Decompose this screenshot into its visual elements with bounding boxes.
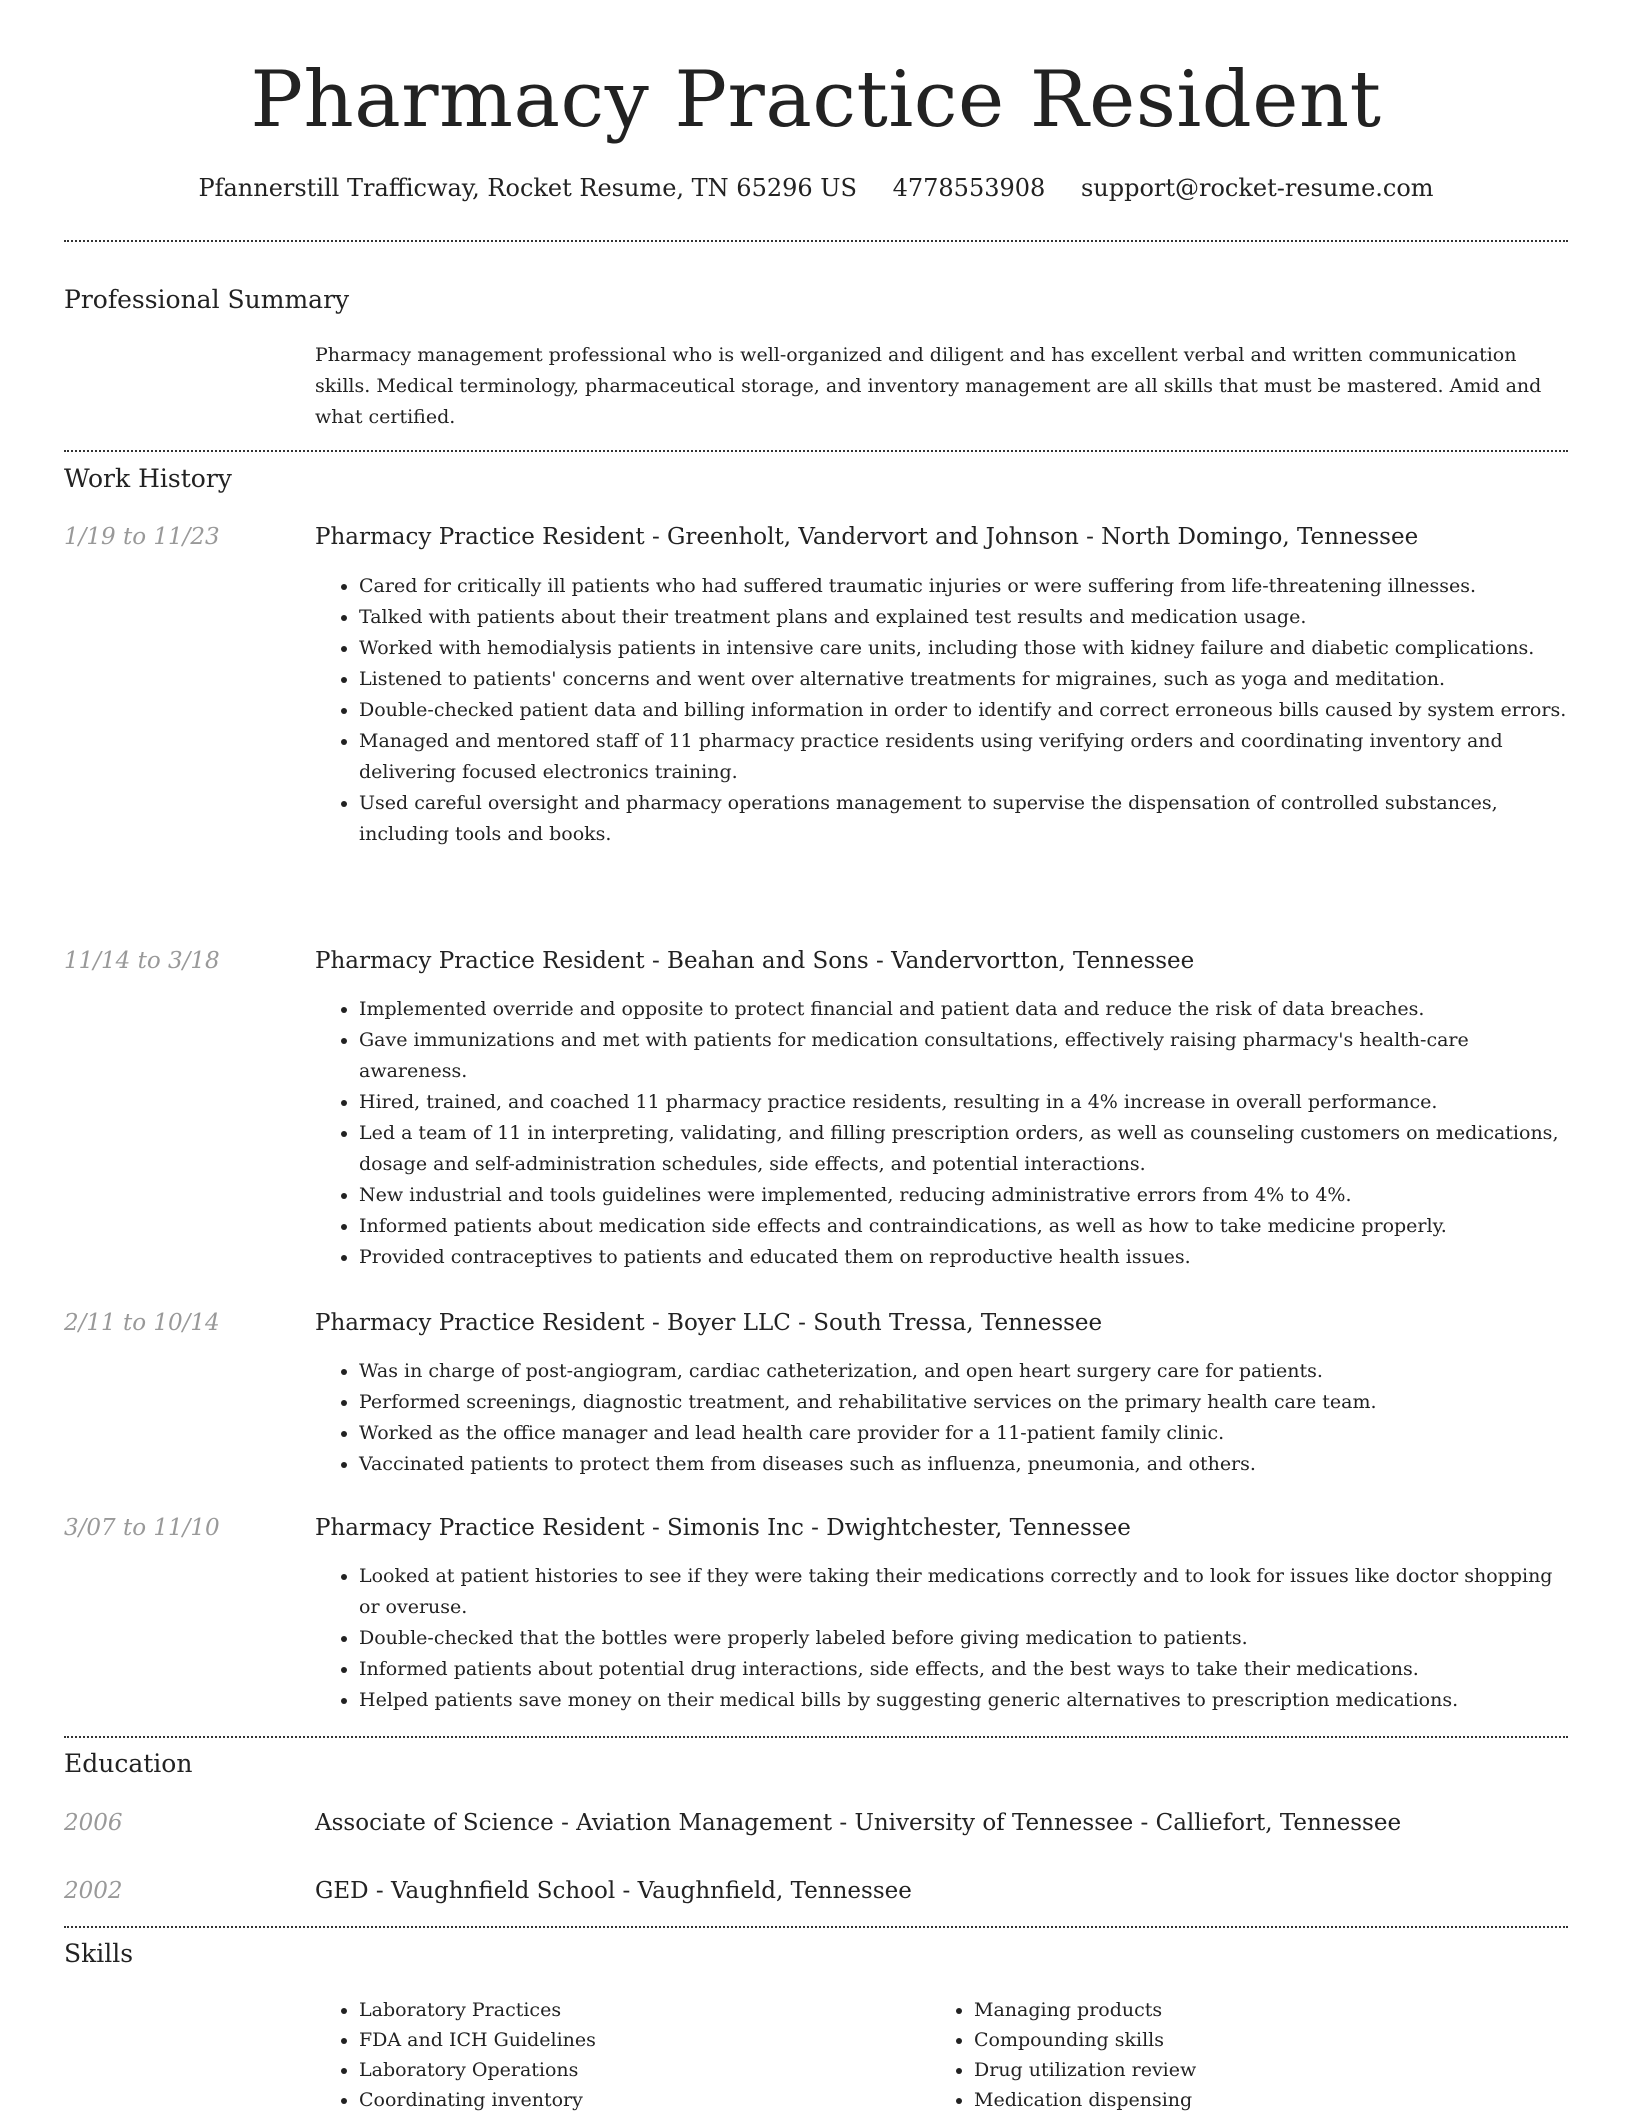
job-dates: 3/07 to 11/10 xyxy=(64,1515,220,1541)
contact-address: Pfannerstill Trafficway, Rocket Resume, TN 65296 US xyxy=(198,174,857,202)
list-item: • Managed and mentored staff of 11 pharmacy practice residents using verifying orders and coordinating inventory and delivering focused electronics training. xyxy=(359,726,1571,788)
list-item: • Hired, trained, and coached 11 pharmacy practice residents, resulting in a 4% increase in overall performance. xyxy=(359,1087,1571,1118)
list-item: • Led a team of 11 in interpreting, validating, and filling prescription orders, as well as counseling customers on medications, dosage and self-administration schedules, side effects, and potential interactions. xyxy=(359,1118,1571,1180)
list-item: • Gave immunizations and met with patients for medication consultations, effectively raising pharmacy's health-care awareness. xyxy=(359,1025,1571,1087)
contact-email: support@rocket-resume.com xyxy=(1080,174,1434,202)
job-heading: Pharmacy Practice Resident - Beahan and Sons - Vandervortton, Tennessee xyxy=(315,948,1195,974)
job-dates: 1/19 to 11/23 xyxy=(64,524,220,550)
job-heading: Pharmacy Practice Resident - Greenholt, Vandervort and Johnson - North Domingo, Tennessee xyxy=(315,524,1419,550)
section-divider xyxy=(64,1926,1568,1928)
list-item: • Listened to patients' concerns and went over alternative treatments for migraines, such as yoga and meditation. xyxy=(359,664,1571,695)
job-heading: Pharmacy Practice Resident - Simonis Inc - Dwightchester, Tennessee xyxy=(315,1515,1131,1541)
list-item: • Used careful oversight and pharmacy operations management to supervise the dispensation of controlled substances, including tools and books. xyxy=(359,788,1571,850)
work-history-heading: Work History xyxy=(64,464,232,493)
skill-item: • Compounding skills xyxy=(974,2025,1530,2055)
education-year: 2006 xyxy=(64,1810,123,1836)
list-item: • Double-checked that the bottles were properly labeled before giving medication to patients. xyxy=(359,1623,1571,1654)
list-item: • Helped patients save money on their medical bills by suggesting generic alternatives to prescription medications. xyxy=(359,1685,1571,1716)
job-dates: 2/11 to 10/14 xyxy=(64,1310,220,1336)
skill-item: • Drug utilization review xyxy=(974,2055,1530,2085)
summary-text: Pharmacy management professional who is well-organized and diligent and has excellent verbal and written communication skills. Medical terminology, pharmaceutical storage, and inventory management are all skills that must be mastered. Amid and what certified. xyxy=(315,344,1542,428)
section-divider xyxy=(64,240,1568,242)
education-entry: GED - Vaughnfield School - Vaughnfield, Tennessee xyxy=(315,1878,912,1904)
list-item: • Implemented override and opposite to protect financial and patient data and reduce the risk of data breaches. xyxy=(359,994,1571,1025)
list-item: • Talked with patients about their treatment plans and explained test results and medication usage. xyxy=(359,602,1571,633)
list-item: • Looked at patient histories to see if they were taking their medications correctly and to look for issues like doctor shopping or overuse. xyxy=(359,1561,1571,1623)
section-divider xyxy=(64,1736,1568,1738)
job-bullets xyxy=(315,571,1571,850)
education-year: 2002 xyxy=(64,1878,123,1904)
list-item: • Worked with hemodialysis patients in intensive care units, including those with kidney failure and diabetic complications. xyxy=(359,633,1571,664)
skills-list-right xyxy=(930,1995,1530,2115)
list-item: • Provided contraceptives to patients and educated them on reproductive health issues. xyxy=(359,1242,1571,1273)
contact-phone: 4778553908 xyxy=(892,174,1046,202)
list-item: • Double-checked patient data and billing information in order to identify and correct erroneous bills caused by system errors. xyxy=(359,695,1571,726)
education-entry: Associate of Science - Aviation Management - University of Tennessee - Calliefort, Tennessee xyxy=(315,1810,1402,1836)
job-bullets xyxy=(315,1561,1571,1716)
list-item: • Was in charge of post-angiogram, cardiac catheterization, and open heart surgery care for patients. xyxy=(359,1356,1571,1387)
skills-heading: Skills xyxy=(64,1939,134,1968)
skill-item: • FDA and ICH Guidelines xyxy=(359,2025,915,2055)
job-heading: Pharmacy Practice Resident - Boyer LLC - South Tressa, Tennessee xyxy=(315,1310,1103,1336)
section-divider xyxy=(64,450,1568,452)
list-item: • Informed patients about potential drug interactions, side effects, and the best ways to take their medications. xyxy=(359,1654,1571,1685)
skill-item: • Laboratory Practices xyxy=(359,1995,915,2025)
contact-line xyxy=(0,170,1632,206)
skill-item: • Medication dispensing xyxy=(974,2085,1530,2115)
list-item: • Cared for critically ill patients who had suffered traumatic injuries or were suffering from life-threatening illnesses. xyxy=(359,571,1571,602)
list-item: • Informed patients about medication side effects and contraindications, as well as how to take medicine properly. xyxy=(359,1211,1571,1242)
job-bullets xyxy=(315,994,1571,1273)
list-item: • Worked as the office manager and lead health care provider for a 11-patient family clinic. xyxy=(359,1418,1571,1449)
job-dates: 11/14 to 3/18 xyxy=(64,948,220,974)
list-item: • Performed screenings, diagnostic treatment, and rehabilitative services on the primary health care team. xyxy=(359,1387,1571,1418)
skills-list-left xyxy=(315,1995,915,2115)
list-item: • New industrial and tools guidelines were implemented, reducing administrative errors from 4% to 4%. xyxy=(359,1180,1571,1211)
education-heading: Education xyxy=(64,1749,193,1778)
skill-item: • Laboratory Operations xyxy=(359,2055,915,2085)
list-item: • Vaccinated patients to protect them from diseases such as influenza, pneumonia, and others. xyxy=(359,1449,1571,1480)
job-bullets xyxy=(315,1356,1571,1480)
skill-item: • Coordinating inventory xyxy=(359,2085,915,2115)
skill-item: • Managing products xyxy=(974,1995,1530,2025)
summary-heading: Professional Summary xyxy=(64,285,350,314)
candidate-name: Pharmacy Practice Resident xyxy=(250,55,1382,145)
